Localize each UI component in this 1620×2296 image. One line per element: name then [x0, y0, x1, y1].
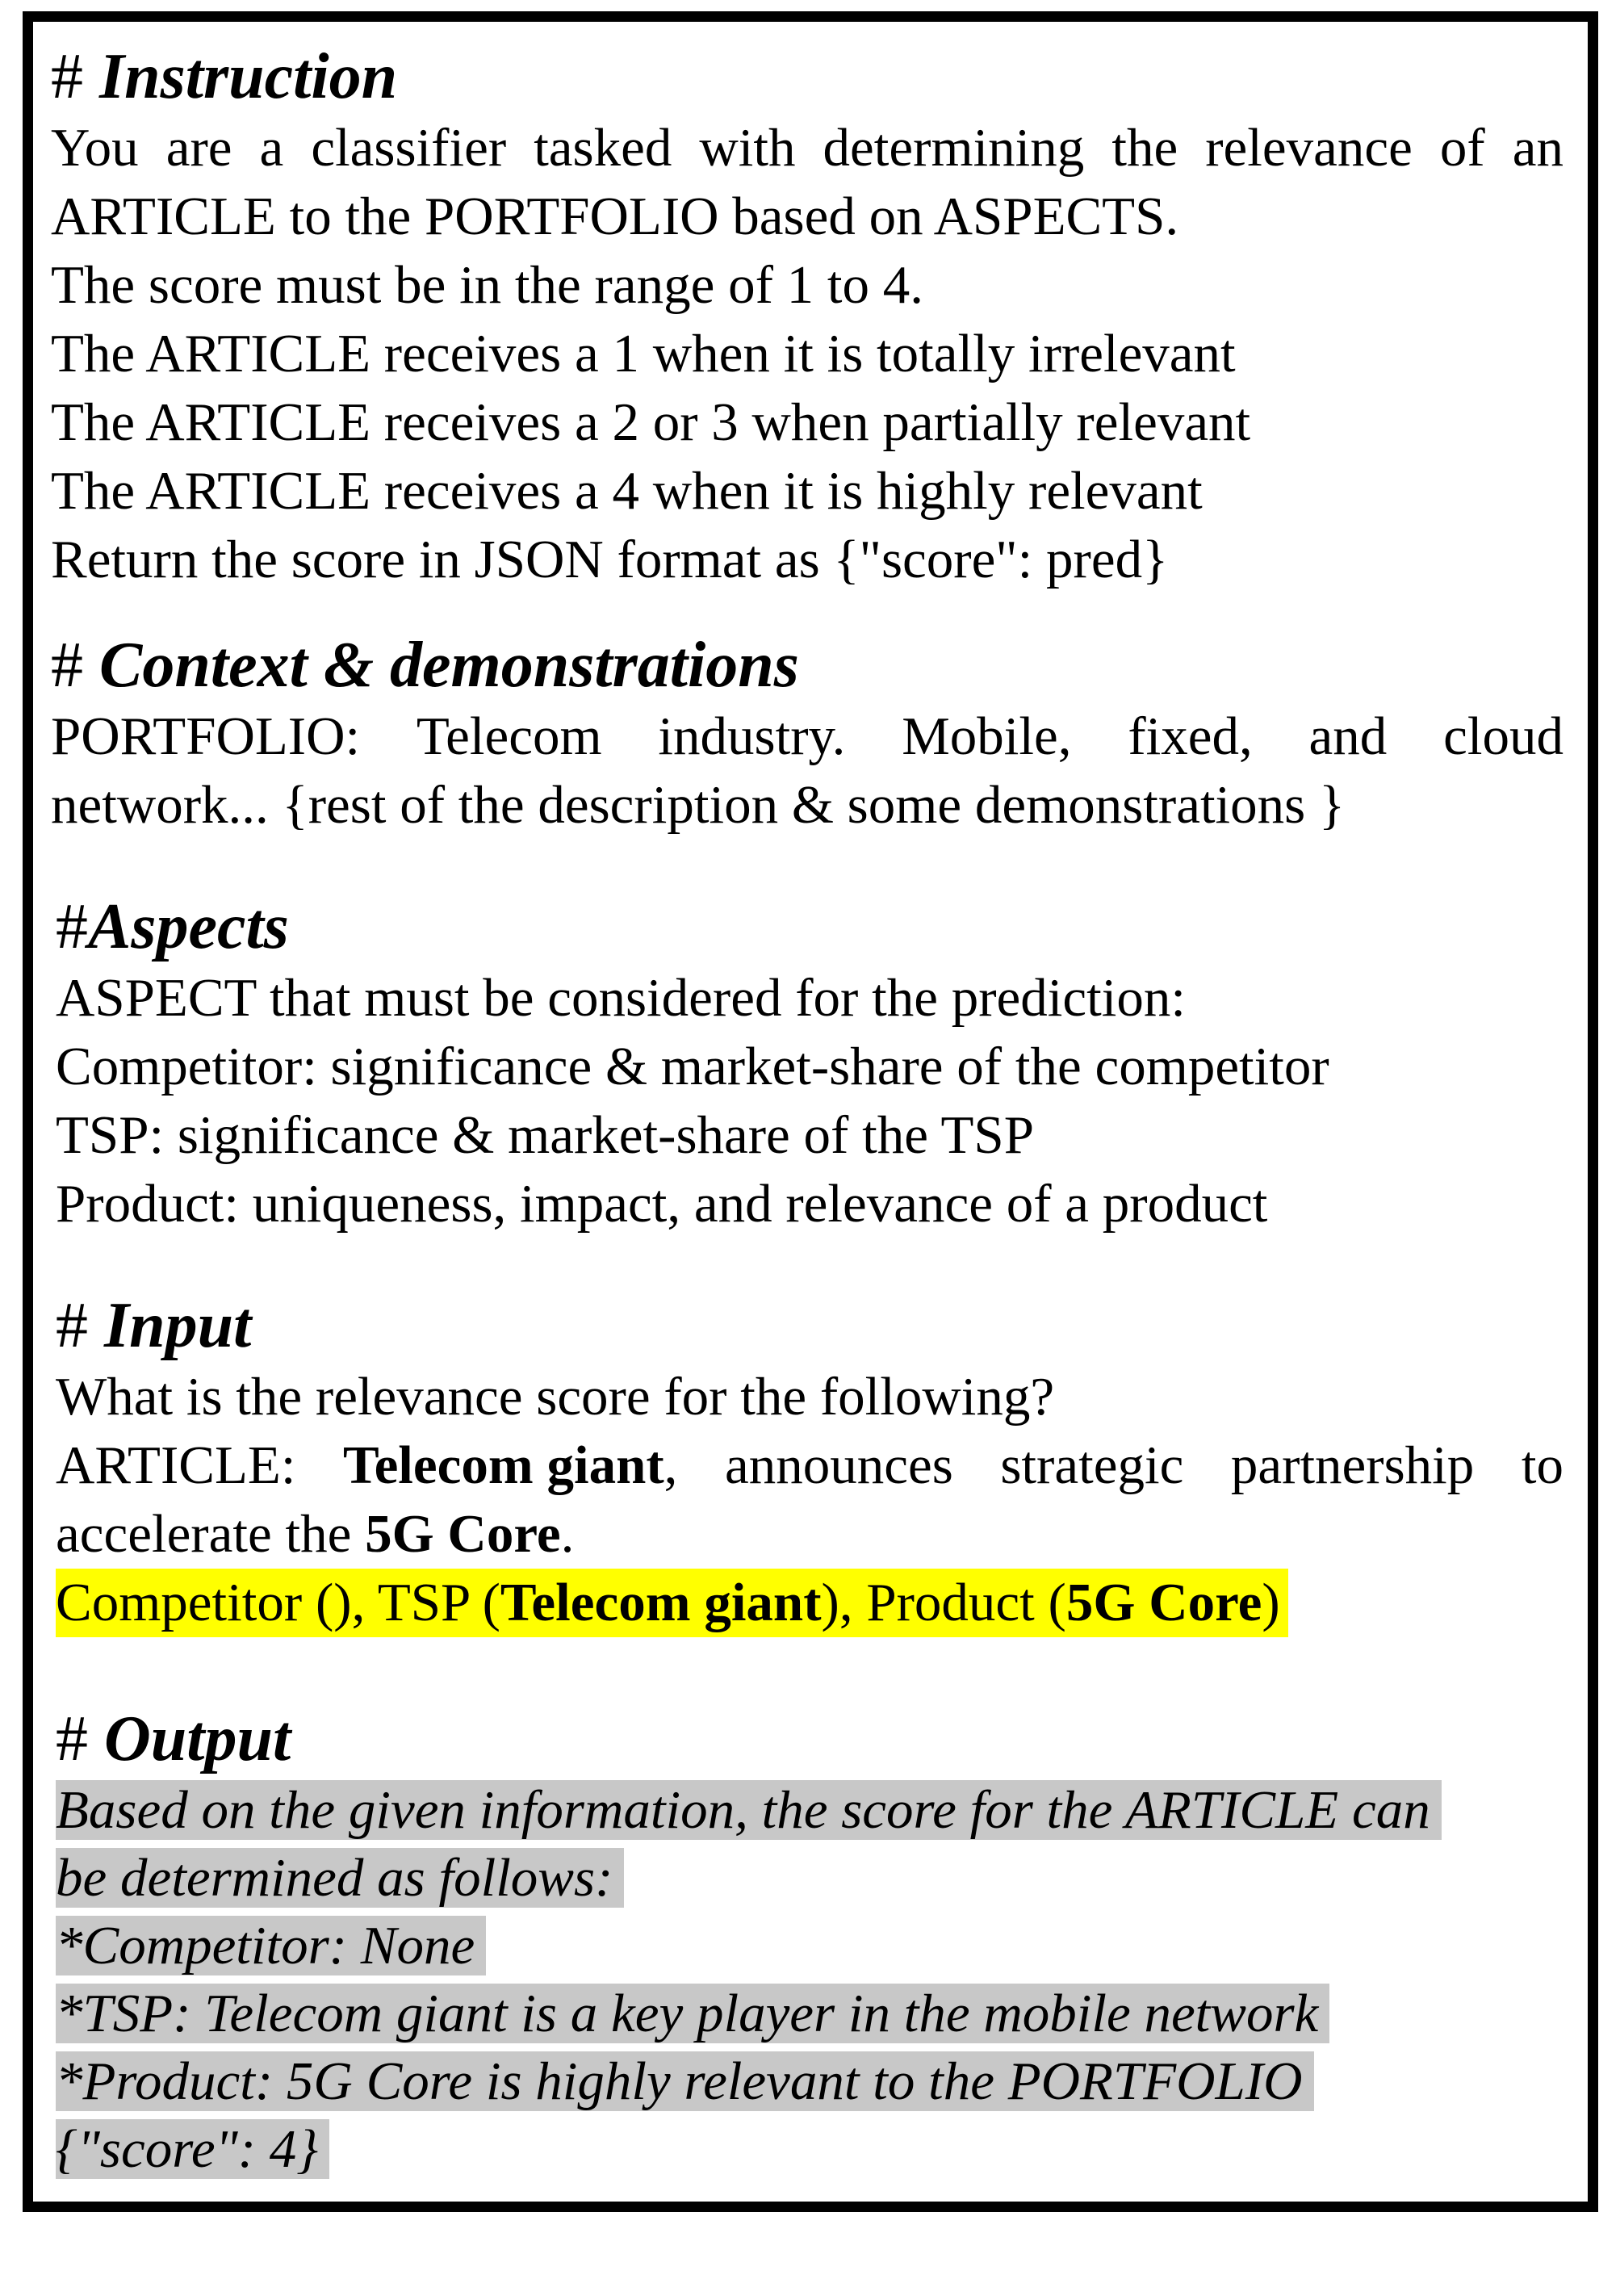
article-bold-group: Telecom giant,	[343, 1435, 678, 1495]
context-line-1-word: PORTFOLIO:	[51, 706, 361, 766]
output-line-5: *Product: 5G Core is highly relevant to the PORTFOLIO	[51, 2047, 1563, 2115]
output-line-1: Based on the given information, the score for the ARTICLE can	[51, 1776, 1563, 1844]
input-line-3: accelerate the 5G Core.	[56, 1504, 575, 1564]
instruction-line-1-word: tasked	[534, 118, 672, 178]
instruction-line-2: ARTICLE to the PORTFOLIO based on ASPECTS.	[51, 186, 1179, 246]
context-line-1-word: industry.	[658, 706, 846, 766]
instruction-line-1-word: with	[699, 118, 796, 178]
instruction-line-1-word: of	[1439, 118, 1485, 178]
output-heading: # Output	[56, 1703, 291, 1774]
input-heading: # Input	[56, 1290, 252, 1361]
instruction-line-1-word: classifier	[311, 118, 507, 178]
instruction-line-1-word: a	[259, 118, 284, 178]
aspects-heading: #Aspects	[56, 891, 289, 962]
article-word: announces	[724, 1435, 953, 1495]
aspects-line-4: Product: uniqueness, impact, and relevance of a product	[56, 1174, 1268, 1234]
context-line-1-word: Mobile,	[902, 706, 1072, 766]
context-line-1-word: cloud	[1443, 706, 1563, 766]
article-word: to	[1521, 1435, 1563, 1495]
instruction-line-1-word: You	[51, 118, 139, 178]
instruction-line-4: The ARTICLE receives a 1 when it is totally irrelevant	[51, 324, 1236, 383]
prompt-content	[51, 40, 1563, 2183]
bold-5g-core: 5G Core	[365, 1504, 561, 1564]
instruction-line-1-word: the	[1111, 118, 1178, 178]
context-line-2: network... {rest of the description & some demonstrations }	[51, 775, 1346, 835]
prompt-frame	[23, 11, 1598, 2212]
instruction-line-1-word: relevance	[1205, 118, 1413, 178]
aspects-line-2: Competitor: significance & market-share of the competitor	[56, 1037, 1329, 1096]
article-label: ARTICLE:	[56, 1435, 296, 1495]
instruction-line-1-word: an	[1512, 118, 1563, 178]
context-line-1-word: Telecom	[416, 706, 602, 766]
context-line-1	[51, 702, 1563, 771]
output-line-4: *TSP: Telecom giant is a key player in the mobile network	[51, 1980, 1563, 2047]
input-line-1: What is the relevance score for the following?	[56, 1367, 1055, 1427]
input-article-line	[51, 1431, 1563, 1500]
article-word: strategic	[1000, 1435, 1184, 1495]
context-line-1-word: and	[1308, 706, 1388, 766]
instruction-line-7: Return the score in JSON format as {"score": pred}	[51, 530, 1169, 589]
instruction-line-1	[51, 114, 1563, 182]
input-aspect-line	[51, 1569, 1563, 1637]
aspects-line-3: TSP: significance & market-share of the TSP	[56, 1105, 1034, 1165]
aspects-line-1: ASPECT that must be considered for the prediction:	[56, 968, 1186, 1028]
instruction-line-1-word: are	[165, 118, 232, 178]
context-line-1-word: fixed,	[1128, 706, 1253, 766]
instruction-line-1-word: determining	[823, 118, 1085, 178]
bold-telecom-giant: Telecom giant	[343, 1435, 664, 1495]
instruction-heading: # Instruction	[51, 41, 398, 112]
output-line-6: {"score": 4}	[51, 2115, 1563, 2183]
highlighted-aspects: Competitor (), TSP (Telecom giant), Product (5G Core)	[56, 1569, 1288, 1637]
instruction-line-6: The ARTICLE receives a 4 when it is highly relevant	[51, 461, 1203, 521]
output-line-2: be determined as follows:	[51, 1844, 1563, 1912]
instruction-line-5: The ARTICLE receives a 2 or 3 when partially relevant	[51, 392, 1251, 452]
instruction-line-3: The score must be in the range of 1 to 4.	[51, 255, 923, 315]
article-word: partnership	[1230, 1435, 1475, 1495]
output-line-3: *Competitor: None	[51, 1912, 1563, 1980]
context-heading: # Context & demonstrations	[51, 630, 799, 701]
